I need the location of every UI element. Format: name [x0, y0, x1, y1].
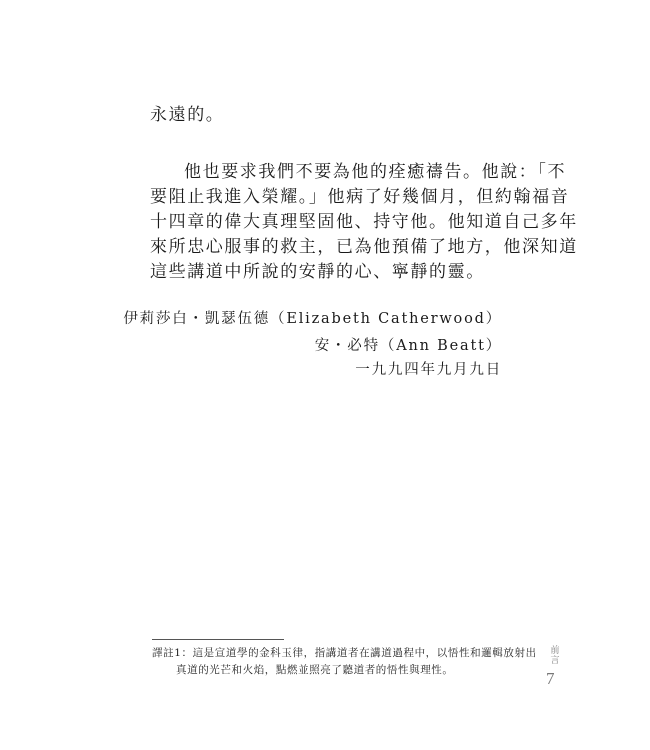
- signature-date: 一九九四年九月九日: [355, 362, 502, 378]
- footnote-divider: [152, 639, 284, 640]
- footnote: [152, 645, 537, 679]
- paragraph-line: 他也要求我們不要為他的痊癒禱告。他說：「不: [184, 162, 567, 182]
- paragraph-line: 這些講道中所說的安靜的心、寧靜的靈。: [150, 262, 485, 282]
- paragraph-line: 來所忠心服事的救主，已為他預備了地方，他深知道: [150, 237, 578, 257]
- page-number: 7: [546, 669, 555, 688]
- signature-author-1: 伊莉莎白・凱瑟伍德（Elizabeth Catherwood）: [123, 311, 502, 327]
- paragraph-line: 要阻止我進入榮耀。」他病了好幾個月，但約翰福音: [150, 187, 570, 207]
- running-head: 前言: [550, 646, 560, 666]
- footnote-line: 譯註1：這是宣道學的金科玉律，指講道者在講道過程中，以悟性和邏輯放射出: [152, 647, 537, 659]
- paragraph-line: 十四章的偉大真理堅固他、持守他。他知道自己多年: [150, 212, 578, 232]
- body-paragraph: [150, 160, 578, 285]
- footnote-line: 真道的光芒和火焰，點燃並照亮了聽道者的悟性與理性。: [176, 664, 454, 676]
- signature-author-2: 安・必特（Ann Beatt）: [314, 338, 502, 354]
- continued-paragraph-fragment: 永遠的。: [150, 105, 225, 125]
